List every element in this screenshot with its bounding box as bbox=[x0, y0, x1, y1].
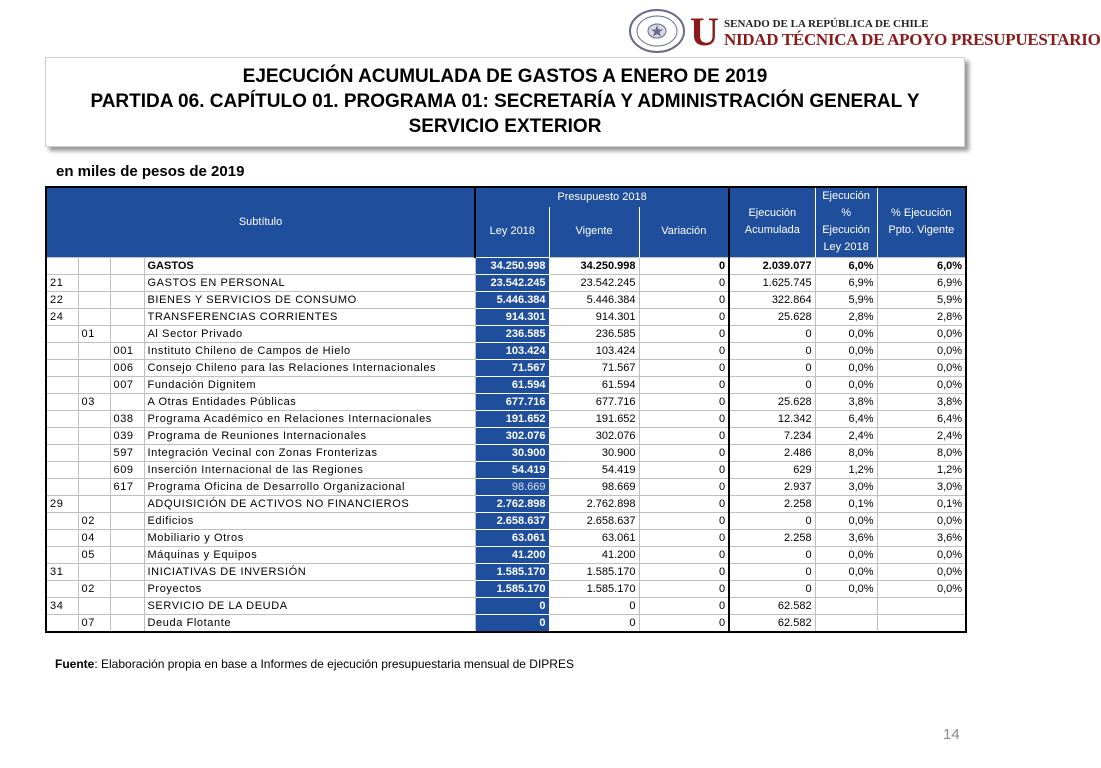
cell-ejecucion-acumulada: 629 bbox=[729, 461, 815, 478]
cell-ejecucion-acumulada: 12.342 bbox=[729, 410, 815, 427]
cell-ejecucion-acumulada: 0 bbox=[729, 359, 815, 376]
cell-pct-vigente: 6,0% bbox=[877, 257, 966, 274]
cell-variacion: 0 bbox=[639, 563, 729, 580]
cell-subtitulo bbox=[46, 478, 78, 495]
cell-variacion: 0 bbox=[639, 495, 729, 512]
cell-vigente: 677.716 bbox=[549, 393, 639, 410]
cell-pct-vigente: 2,4% bbox=[877, 427, 966, 444]
table-row bbox=[46, 257, 966, 274]
cell-subtitulo bbox=[46, 342, 78, 359]
cell-subtitulo: 31 bbox=[46, 563, 78, 580]
cell-asignacion bbox=[110, 257, 144, 274]
cell-asignacion bbox=[110, 291, 144, 308]
cell-variacion: 0 bbox=[639, 291, 729, 308]
cell-subtitulo: 21 bbox=[46, 274, 78, 291]
cell-pct-vigente: 2,8% bbox=[877, 308, 966, 325]
header-logo bbox=[628, 8, 1101, 56]
cell-ejecucion-acumulada: 0 bbox=[729, 580, 815, 597]
cell-pct-ley: 0,0% bbox=[815, 342, 877, 359]
cell-asignacion: 006 bbox=[110, 359, 144, 376]
cell-ejecucion-acumulada: 0 bbox=[729, 342, 815, 359]
cell-variacion: 0 bbox=[639, 580, 729, 597]
cell-variacion: 0 bbox=[639, 478, 729, 495]
header-ley-2018: Ley 2018 bbox=[475, 207, 549, 257]
cell-pct-ley: 6,9% bbox=[815, 274, 877, 291]
cell-ejecucion-acumulada: 322.864 bbox=[729, 291, 815, 308]
cell-subtitulo: 24 bbox=[46, 308, 78, 325]
cell-ley-2018: 191.652 bbox=[475, 410, 549, 427]
cell-variacion: 0 bbox=[639, 257, 729, 274]
cell-ley-2018: 41.200 bbox=[475, 546, 549, 563]
cell-asignacion: 039 bbox=[110, 427, 144, 444]
cell-item bbox=[78, 257, 110, 274]
cell-variacion: 0 bbox=[639, 342, 729, 359]
cell-pct-vigente bbox=[877, 597, 966, 614]
cell-variacion: 0 bbox=[639, 461, 729, 478]
cell-item: 02 bbox=[78, 580, 110, 597]
cell-ejecucion-acumulada: 0 bbox=[729, 546, 815, 563]
header-vigente: Vigente bbox=[549, 207, 639, 257]
cell-pct-vigente: 0,0% bbox=[877, 512, 966, 529]
title-box bbox=[45, 57, 965, 147]
header-pct-ley-line3: Ejecución bbox=[822, 224, 870, 237]
cell-subtitulo bbox=[46, 461, 78, 478]
cell-pct-ley: 3,6% bbox=[815, 529, 877, 546]
cell-denominacion: Programa Oficina de Desarrollo Organizacional bbox=[144, 478, 475, 495]
cell-vigente: 191.652 bbox=[549, 410, 639, 427]
cell-item bbox=[78, 342, 110, 359]
header-ejecucion-acumulada bbox=[729, 187, 815, 257]
cell-item bbox=[78, 461, 110, 478]
cell-vigente: 914.301 bbox=[549, 308, 639, 325]
cell-item: 07 bbox=[78, 614, 110, 632]
table-row bbox=[46, 512, 966, 529]
cell-subtitulo bbox=[46, 376, 78, 393]
cell-ejecucion-acumulada: 2.258 bbox=[729, 529, 815, 546]
cell-asignacion bbox=[110, 512, 144, 529]
cell-ejecucion-acumulada: 62.582 bbox=[729, 614, 815, 632]
cell-ley-2018: 54.419 bbox=[475, 461, 549, 478]
cell-pct-vigente: 0,0% bbox=[877, 376, 966, 393]
cell-pct-ley: 6,0% bbox=[815, 257, 877, 274]
cell-denominacion: GASTOS EN PERSONAL bbox=[144, 274, 475, 291]
cell-ley-2018: 98.669 bbox=[475, 478, 549, 495]
cell-asignacion: 597 bbox=[110, 444, 144, 461]
cell-asignacion bbox=[110, 614, 144, 632]
cell-pct-ley: 3,8% bbox=[815, 393, 877, 410]
table-header bbox=[46, 187, 966, 257]
cell-item bbox=[78, 597, 110, 614]
cell-asignacion bbox=[110, 495, 144, 512]
cell-pct-vigente: 3,0% bbox=[877, 478, 966, 495]
cell-denominacion: INICIATIVAS DE INVERSIÓN bbox=[144, 563, 475, 580]
cell-asignacion: 001 bbox=[110, 342, 144, 359]
cell-asignacion: 617 bbox=[110, 478, 144, 495]
cell-ley-2018: 2.762.898 bbox=[475, 495, 549, 512]
header-presupuesto: Presupuesto 2018 bbox=[475, 187, 729, 207]
table-row bbox=[46, 376, 966, 393]
cell-vigente: 98.669 bbox=[549, 478, 639, 495]
cell-subtitulo bbox=[46, 529, 78, 546]
cell-subtitulo bbox=[46, 427, 78, 444]
cell-ley-2018: 302.076 bbox=[475, 427, 549, 444]
table-row bbox=[46, 614, 966, 632]
cell-item bbox=[78, 274, 110, 291]
cell-subtitulo: 29 bbox=[46, 495, 78, 512]
cell-subtitulo bbox=[46, 393, 78, 410]
table-row bbox=[46, 461, 966, 478]
header-subtitulo: Subtítulo bbox=[46, 187, 475, 257]
cell-asignacion bbox=[110, 546, 144, 563]
cell-pct-ley: 0,1% bbox=[815, 495, 877, 512]
cell-variacion: 0 bbox=[639, 410, 729, 427]
cell-vigente: 34.250.998 bbox=[549, 257, 639, 274]
cell-pct-ley: 0,0% bbox=[815, 376, 877, 393]
cell-ley-2018: 914.301 bbox=[475, 308, 549, 325]
budget-table bbox=[45, 186, 967, 633]
cell-vigente: 236.585 bbox=[549, 325, 639, 342]
cell-ley-2018: 5.446.384 bbox=[475, 291, 549, 308]
header-pct-ley-line4: Ley 2018 bbox=[823, 241, 869, 254]
header-pct-vig-line2: Ppto. Vigente bbox=[888, 224, 955, 237]
cell-pct-ley: 0,0% bbox=[815, 512, 877, 529]
cell-denominacion: Al Sector Privado bbox=[144, 325, 475, 342]
cell-denominacion: TRANSFERENCIAS CORRIENTES bbox=[144, 308, 475, 325]
cell-item bbox=[78, 563, 110, 580]
cell-item bbox=[78, 291, 110, 308]
table-body bbox=[46, 257, 966, 632]
cell-pct-vigente: 0,0% bbox=[877, 546, 966, 563]
cell-variacion: 0 bbox=[639, 597, 729, 614]
table-row bbox=[46, 563, 966, 580]
cell-pct-vigente: 8,0% bbox=[877, 444, 966, 461]
table-row bbox=[46, 410, 966, 427]
cell-vigente: 0 bbox=[549, 614, 639, 632]
cell-vigente: 302.076 bbox=[549, 427, 639, 444]
cell-ejecucion-acumulada: 25.628 bbox=[729, 393, 815, 410]
cell-pct-ley: 0,0% bbox=[815, 546, 877, 563]
org-name-top: SENADO DE LA REPÚBLICA DE CHILE bbox=[724, 18, 929, 30]
cell-ley-2018: 1.585.170 bbox=[475, 563, 549, 580]
cell-ley-2018: 63.061 bbox=[475, 529, 549, 546]
units-label: en miles de pesos de 2019 bbox=[56, 163, 245, 180]
cell-variacion: 0 bbox=[639, 308, 729, 325]
cell-pct-vigente: 0,0% bbox=[877, 359, 966, 376]
header-pct-ley-line2: % bbox=[841, 207, 851, 220]
cell-pct-vigente: 3,8% bbox=[877, 393, 966, 410]
header-ejec-acum-line1: Ejecución bbox=[748, 207, 797, 220]
cell-pct-ley: 8,0% bbox=[815, 444, 877, 461]
cell-item bbox=[78, 308, 110, 325]
cell-subtitulo bbox=[46, 546, 78, 563]
cell-ejecucion-acumulada: 2.937 bbox=[729, 478, 815, 495]
table-row bbox=[46, 529, 966, 546]
cell-pct-ley: 2,8% bbox=[815, 308, 877, 325]
cell-pct-vigente: 0,0% bbox=[877, 325, 966, 342]
cell-ejecucion-acumulada: 2.258 bbox=[729, 495, 815, 512]
cell-item: 05 bbox=[78, 546, 110, 563]
cell-denominacion: Fundación Dignitem bbox=[144, 376, 475, 393]
cell-vigente: 41.200 bbox=[549, 546, 639, 563]
cell-subtitulo bbox=[46, 444, 78, 461]
cell-denominacion: Instituto Chileno de Campos de Hielo bbox=[144, 342, 475, 359]
cell-pct-ley: 2,4% bbox=[815, 427, 877, 444]
cell-ejecucion-acumulada: 25.628 bbox=[729, 308, 815, 325]
cell-item: 02 bbox=[78, 512, 110, 529]
cell-ejecucion-acumulada: 7.234 bbox=[729, 427, 815, 444]
cell-vigente: 54.419 bbox=[549, 461, 639, 478]
cell-vigente: 1.585.170 bbox=[549, 563, 639, 580]
cell-vigente: 71.567 bbox=[549, 359, 639, 376]
org-name-bottom: NIDAD TÉCNICA DE APOYO PRESUPUESTARIO bbox=[724, 30, 1101, 49]
cell-pct-vigente: 0,0% bbox=[877, 342, 966, 359]
table-row bbox=[46, 342, 966, 359]
table-row bbox=[46, 546, 966, 563]
source-label: Fuente bbox=[55, 657, 95, 671]
cell-denominacion: Inserción Internacional de las Regiones bbox=[144, 461, 475, 478]
cell-ejecucion-acumulada: 0 bbox=[729, 512, 815, 529]
source-note bbox=[55, 657, 574, 671]
cell-asignacion bbox=[110, 274, 144, 291]
cell-asignacion: 609 bbox=[110, 461, 144, 478]
cell-variacion: 0 bbox=[639, 512, 729, 529]
cell-ejecucion-acumulada: 0 bbox=[729, 563, 815, 580]
cell-asignacion bbox=[110, 529, 144, 546]
cell-vigente: 103.424 bbox=[549, 342, 639, 359]
cell-item: 03 bbox=[78, 393, 110, 410]
cell-pct-vigente: 6,9% bbox=[877, 274, 966, 291]
cell-vigente: 5.446.384 bbox=[549, 291, 639, 308]
cell-denominacion: Consejo Chileno para las Relaciones Internacionales bbox=[144, 359, 475, 376]
cell-item: 04 bbox=[78, 529, 110, 546]
cell-pct-ley: 6,4% bbox=[815, 410, 877, 427]
title-line-2: PARTIDA 06. CAPÍTULO 01. PROGRAMA 01: SECRETARÍA Y ADMINISTRACIÓN GENERAL Y bbox=[90, 91, 920, 112]
cell-pct-vigente: 0,0% bbox=[877, 563, 966, 580]
cell-variacion: 0 bbox=[639, 376, 729, 393]
cell-vigente: 30.900 bbox=[549, 444, 639, 461]
cell-variacion: 0 bbox=[639, 274, 729, 291]
table-row bbox=[46, 308, 966, 325]
cell-pct-vigente: 1,2% bbox=[877, 461, 966, 478]
cell-subtitulo bbox=[46, 512, 78, 529]
cell-pct-ley: 3,0% bbox=[815, 478, 877, 495]
cell-asignacion bbox=[110, 393, 144, 410]
cell-vigente: 61.594 bbox=[549, 376, 639, 393]
cell-ejecucion-acumulada: 2.039.077 bbox=[729, 257, 815, 274]
cell-asignacion bbox=[110, 325, 144, 342]
cell-pct-vigente: 3,6% bbox=[877, 529, 966, 546]
cell-pct-ley: 1,2% bbox=[815, 461, 877, 478]
cell-variacion: 0 bbox=[639, 325, 729, 342]
cell-pct-ley: 0,0% bbox=[815, 580, 877, 597]
cell-pct-ley bbox=[815, 614, 877, 632]
cell-ley-2018: 61.594 bbox=[475, 376, 549, 393]
cell-item: 01 bbox=[78, 325, 110, 342]
header-pct-ejecucion-vigente bbox=[877, 187, 966, 257]
header-pct-ejecucion-ley bbox=[815, 187, 877, 257]
cell-denominacion: Mobiliario y Otros bbox=[144, 529, 475, 546]
cell-pct-ley: 0,0% bbox=[815, 359, 877, 376]
cell-denominacion: Programa Académico en Relaciones Internacionales bbox=[144, 410, 475, 427]
cell-asignacion bbox=[110, 563, 144, 580]
cell-denominacion: Integración Vecinal con Zonas Fronterizas bbox=[144, 444, 475, 461]
cell-ley-2018: 23.542.245 bbox=[475, 274, 549, 291]
cell-ejecucion-acumulada: 2.486 bbox=[729, 444, 815, 461]
cell-ley-2018: 34.250.998 bbox=[475, 257, 549, 274]
cell-ley-2018: 236.585 bbox=[475, 325, 549, 342]
table-row bbox=[46, 478, 966, 495]
table-row bbox=[46, 597, 966, 614]
cell-denominacion: Edificios bbox=[144, 512, 475, 529]
cell-denominacion: BIENES Y SERVICIOS DE CONSUMO bbox=[144, 291, 475, 308]
cell-ley-2018: 0 bbox=[475, 614, 549, 632]
cell-variacion: 0 bbox=[639, 529, 729, 546]
cell-variacion: 0 bbox=[639, 444, 729, 461]
cell-pct-ley bbox=[815, 597, 877, 614]
cell-pct-vigente bbox=[877, 614, 966, 632]
cell-denominacion: Proyectos bbox=[144, 580, 475, 597]
cell-asignacion bbox=[110, 597, 144, 614]
cell-pct-vigente: 5,9% bbox=[877, 291, 966, 308]
table-row bbox=[46, 393, 966, 410]
table-row bbox=[46, 291, 966, 308]
cell-item bbox=[78, 444, 110, 461]
table-row bbox=[46, 325, 966, 342]
cell-pct-vigente: 6,4% bbox=[877, 410, 966, 427]
cell-denominacion: Programa de Reuniones Internacionales bbox=[144, 427, 475, 444]
cell-ley-2018: 71.567 bbox=[475, 359, 549, 376]
cell-ley-2018: 2.658.637 bbox=[475, 512, 549, 529]
cell-ejecucion-acumulada: 62.582 bbox=[729, 597, 815, 614]
title-line-3: SERVICIO EXTERIOR bbox=[408, 116, 602, 137]
cell-vigente: 63.061 bbox=[549, 529, 639, 546]
table-row bbox=[46, 580, 966, 597]
table-row bbox=[46, 359, 966, 376]
header-pct-ley-line1: Ejecución bbox=[822, 190, 870, 203]
cell-ley-2018: 677.716 bbox=[475, 393, 549, 410]
cell-ley-2018: 103.424 bbox=[475, 342, 549, 359]
table-row bbox=[46, 274, 966, 291]
cell-denominacion: SERVICIO DE LA DEUDA bbox=[144, 597, 475, 614]
cell-denominacion: Máquinas y Equipos bbox=[144, 546, 475, 563]
cell-ley-2018: 30.900 bbox=[475, 444, 549, 461]
cell-vigente: 2.658.637 bbox=[549, 512, 639, 529]
cell-ejecucion-acumulada: 1.625.745 bbox=[729, 274, 815, 291]
cell-variacion: 0 bbox=[639, 614, 729, 632]
cell-pct-vigente: 0,0% bbox=[877, 580, 966, 597]
cell-denominacion: Deuda Flotante bbox=[144, 614, 475, 632]
cell-item bbox=[78, 410, 110, 427]
title-line-1: EJECUCIÓN ACUMULADA DE GASTOS A ENERO DE 2019 bbox=[242, 66, 768, 87]
cell-item bbox=[78, 376, 110, 393]
cell-subtitulo bbox=[46, 614, 78, 632]
page-number: 14 bbox=[943, 726, 960, 743]
cell-variacion: 0 bbox=[639, 546, 729, 563]
cell-subtitulo bbox=[46, 257, 78, 274]
org-logo-letter: U bbox=[690, 9, 719, 54]
cell-denominacion: GASTOS bbox=[144, 257, 475, 274]
cell-item bbox=[78, 359, 110, 376]
cell-asignacion: 038 bbox=[110, 410, 144, 427]
source-text: : Elaboración propia en base a Informes de ejecución presupuestaria mensual de DIPRES bbox=[94, 657, 574, 671]
cell-ejecucion-acumulada: 0 bbox=[729, 325, 815, 342]
table-row bbox=[46, 427, 966, 444]
cell-item bbox=[78, 427, 110, 444]
cell-variacion: 0 bbox=[639, 393, 729, 410]
header-ejec-acum-line2: Acumulada bbox=[744, 224, 800, 237]
cell-subtitulo bbox=[46, 325, 78, 342]
cell-asignacion bbox=[110, 580, 144, 597]
cell-pct-ley: 0,0% bbox=[815, 325, 877, 342]
cell-subtitulo: 22 bbox=[46, 291, 78, 308]
cell-vigente: 0 bbox=[549, 597, 639, 614]
cell-item bbox=[78, 495, 110, 512]
cell-ley-2018: 1.585.170 bbox=[475, 580, 549, 597]
cell-item bbox=[78, 478, 110, 495]
header-pct-vig-line1: % Ejecución bbox=[891, 207, 952, 220]
senate-seal-icon bbox=[628, 8, 686, 54]
cell-pct-vigente: 0,1% bbox=[877, 495, 966, 512]
cell-vigente: 1.585.170 bbox=[549, 580, 639, 597]
cell-vigente: 2.762.898 bbox=[549, 495, 639, 512]
cell-subtitulo bbox=[46, 580, 78, 597]
cell-subtitulo bbox=[46, 410, 78, 427]
cell-denominacion: A Otras Entidades Públicas bbox=[144, 393, 475, 410]
cell-pct-ley: 0,0% bbox=[815, 563, 877, 580]
cell-ejecucion-acumulada: 0 bbox=[729, 376, 815, 393]
cell-vigente: 23.542.245 bbox=[549, 274, 639, 291]
cell-ley-2018: 0 bbox=[475, 597, 549, 614]
header-variacion: Variación bbox=[639, 207, 729, 257]
cell-asignacion: 007 bbox=[110, 376, 144, 393]
cell-variacion: 0 bbox=[639, 359, 729, 376]
cell-subtitulo: 34 bbox=[46, 597, 78, 614]
cell-asignacion bbox=[110, 308, 144, 325]
cell-variacion: 0 bbox=[639, 427, 729, 444]
cell-subtitulo bbox=[46, 359, 78, 376]
cell-pct-ley: 5,9% bbox=[815, 291, 877, 308]
cell-denominacion: ADQUISICIÓN DE ACTIVOS NO FINANCIEROS bbox=[144, 495, 475, 512]
table-row bbox=[46, 495, 966, 512]
table-row bbox=[46, 444, 966, 461]
